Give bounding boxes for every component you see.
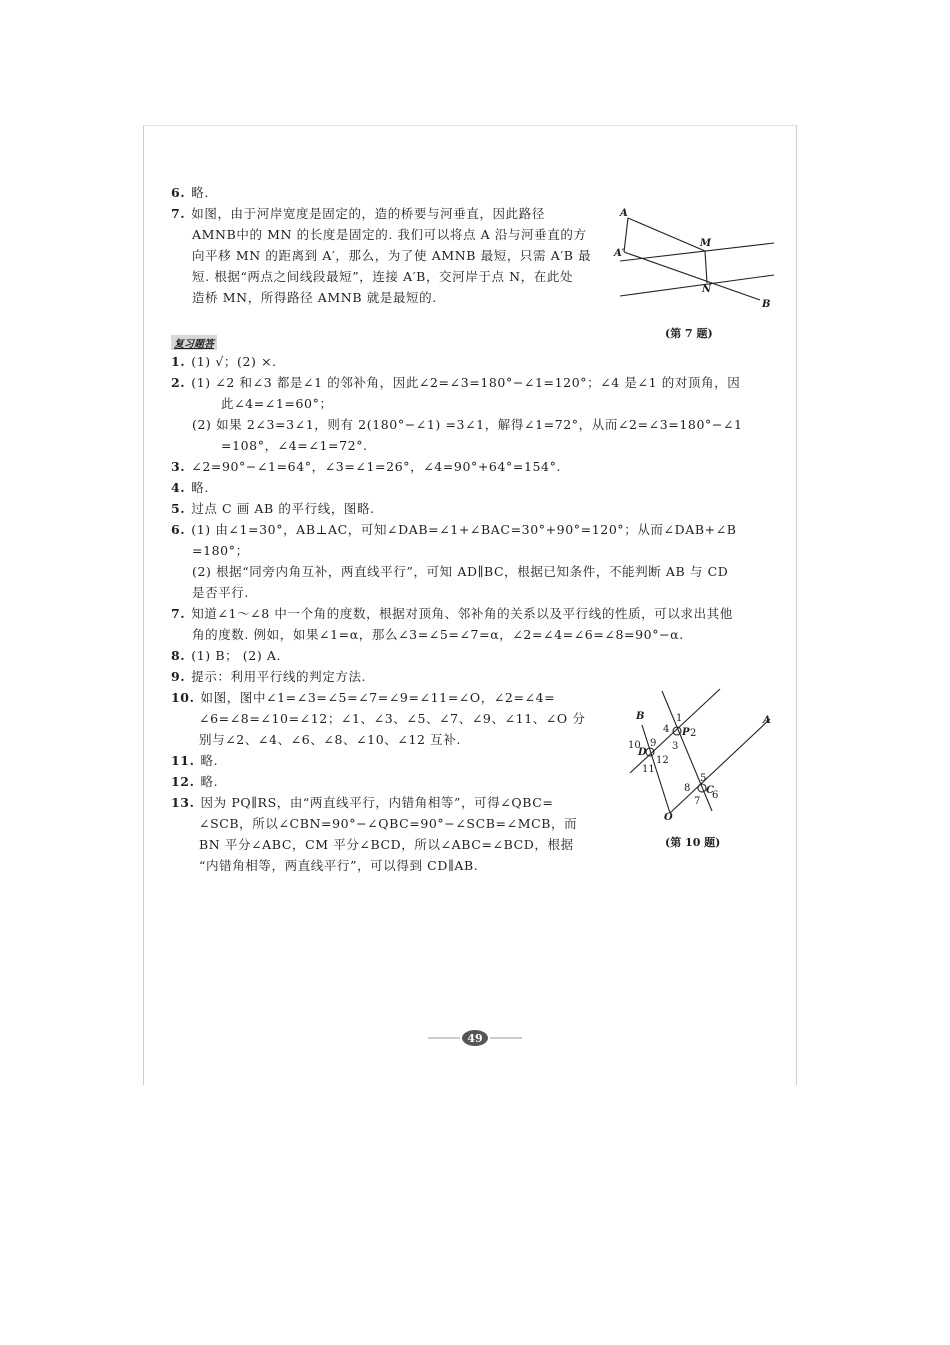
answer-line: 10. 如图，图中∠1=∠3=∠5=∠7=∠9=∠11=∠O，∠2=∠4=	[171, 690, 556, 705]
fig10-angle-4: 4	[663, 724, 670, 735]
answer-line: 4. 略.	[171, 480, 209, 495]
fig10-label-O: O	[664, 812, 673, 823]
answer-line: AMNB中的 MN 的长度是固定的. 我们可以将点 A 沿与河垂直的方	[192, 227, 587, 242]
fig10-angle-2: 2	[690, 728, 697, 739]
fig7-label-M: M	[700, 238, 712, 249]
figure-7	[612, 200, 782, 315]
fig10-label-P: P	[682, 727, 690, 738]
fig10-label-D: D	[638, 747, 647, 758]
figure-7-caption: (第 7 题)	[665, 327, 713, 340]
answer-line: 向平移 MN 的距离到 A′，那么，为了使 AMNB 最短，只需 A′B 最	[192, 248, 592, 263]
segment-AA1	[624, 218, 628, 252]
fig10-angle-12: 12	[656, 755, 669, 766]
fig7-label-A1: A′	[614, 248, 625, 259]
answer-line: ∠SCB，所以∠CBN=90°−∠QBC=90°−∠SCB=∠MCB，而	[199, 816, 578, 831]
fig10-label-B: B	[636, 711, 645, 722]
answer-line: 13. 因为 PQ∥RS，由“两直线平行，内错角相等”，可得∠QBC=	[171, 795, 554, 810]
fig10-angle-11: 11	[642, 764, 655, 775]
answer-line: 角的度数. 例如，如果∠1=α，那么∠3=∠5=∠7=α，∠2=∠4=∠6=∠8=90°−α.	[192, 627, 684, 642]
answer-line: ∠6=∠8=∠10=∠12；∠1、∠3、∠5、∠7、∠9、∠11、∠O 分	[199, 711, 586, 726]
answer-line: 3. ∠2=90°−∠1=64°，∠3=∠1=26°，∠4=90°+64°=154°.	[171, 459, 562, 474]
answer-line: 8. (1) B； (2) A.	[171, 648, 282, 663]
answer-line: 别与∠2、∠4、∠6、∠8、∠10、∠12 互补.	[199, 732, 461, 747]
fig10-angle-8: 8	[684, 783, 691, 794]
fig10-angle-5: 5	[700, 773, 707, 784]
section-title: 复习题答	[171, 335, 217, 350]
answer-line: 是否平行.	[192, 585, 249, 600]
answer-line: 5. 过点 C 画 AB 的平行线，图略.	[171, 501, 375, 516]
fig7-label-A: A	[620, 208, 628, 219]
answer-line: 7. 知道∠1～∠8 中一个角的度数，根据对顶角、邻补角的关系以及平行线的性质，可以求出其他	[171, 606, 733, 621]
answer-line: 短. 根据“两点之间线段最短”，连接 A′B，交河岸于点 N，在此处	[192, 269, 574, 284]
answer-line: 1. (1) √；(2) ×.	[171, 354, 277, 369]
page-number: 49	[467, 1032, 483, 1045]
answer-line: 7. 如图，由于河岸宽度是固定的，造的桥要与河垂直，因此路径	[171, 206, 545, 221]
fig10-angle-1: 1	[676, 713, 683, 724]
page-border-left	[143, 125, 144, 1085]
bridge-MN	[705, 251, 707, 283]
answer-line: “内错角相等，两直线平行”，可以得到 CD∥AB.	[199, 858, 479, 873]
answer-line: 2. (1) ∠2 和∠3 都是∠1 的邻补角，因此∠2=∠3=180°−∠1=120°；∠4 是∠1 的对顶角，因	[171, 375, 741, 390]
answer-line: 12. 略.	[171, 774, 219, 789]
fig10-angle-7: 7	[694, 796, 701, 807]
answer-line: 造桥 MN，所得路径 AMNB 就是最短的.	[192, 290, 437, 305]
answer-line: 6. 略.	[171, 185, 209, 200]
answer-line: BN 平分∠ABC，CM 平分∠BCD，所以∠ABC=∠BCD，根据	[199, 837, 574, 852]
fig10-angle-10: 10	[628, 740, 641, 751]
segment-AM	[628, 218, 705, 251]
figure-10-caption: (第 10 题)	[665, 836, 721, 849]
fig10-label-C: C	[706, 785, 714, 796]
fig10-angle-6: 6	[712, 790, 719, 801]
answer-line: =108°，∠4=∠1=72°.	[221, 438, 368, 453]
fig7-label-B: B	[762, 299, 771, 310]
answer-line: 6. (1) 由∠1=30°，AB⊥AC，可知∠DAB=∠1+∠BAC=30°+90°=120°；从而∠DAB+∠B	[171, 522, 737, 537]
answer-line: (2) 根据“同旁内角互补，两直线平行”，可知 AD∥BC，根据已知条件，不能判断 AB 与 CD	[192, 564, 729, 579]
answer-line: (2) 如果 2∠3=3∠1，则有 2(180°−∠1) =3∠1，解得∠1=72°，从而∠2=∠3=180°−∠1	[192, 417, 743, 432]
fig10-angle-3: 3	[672, 741, 679, 752]
answer-line: 9. 提示：利用平行线的判定方法.	[171, 669, 367, 684]
answer-line: =180°；	[192, 543, 249, 558]
page-number-ornament	[420, 1028, 530, 1048]
figure-10	[620, 685, 780, 825]
fig7-label-N: N	[702, 284, 712, 295]
fig10-angle-9: 9	[650, 738, 657, 749]
page-border-right	[796, 125, 797, 1085]
fig10-label-A: A	[763, 715, 771, 726]
answer-line: 此∠4=∠1=60°；	[221, 396, 333, 411]
page-border-top	[143, 125, 797, 126]
answer-line: 11. 略.	[171, 753, 219, 768]
